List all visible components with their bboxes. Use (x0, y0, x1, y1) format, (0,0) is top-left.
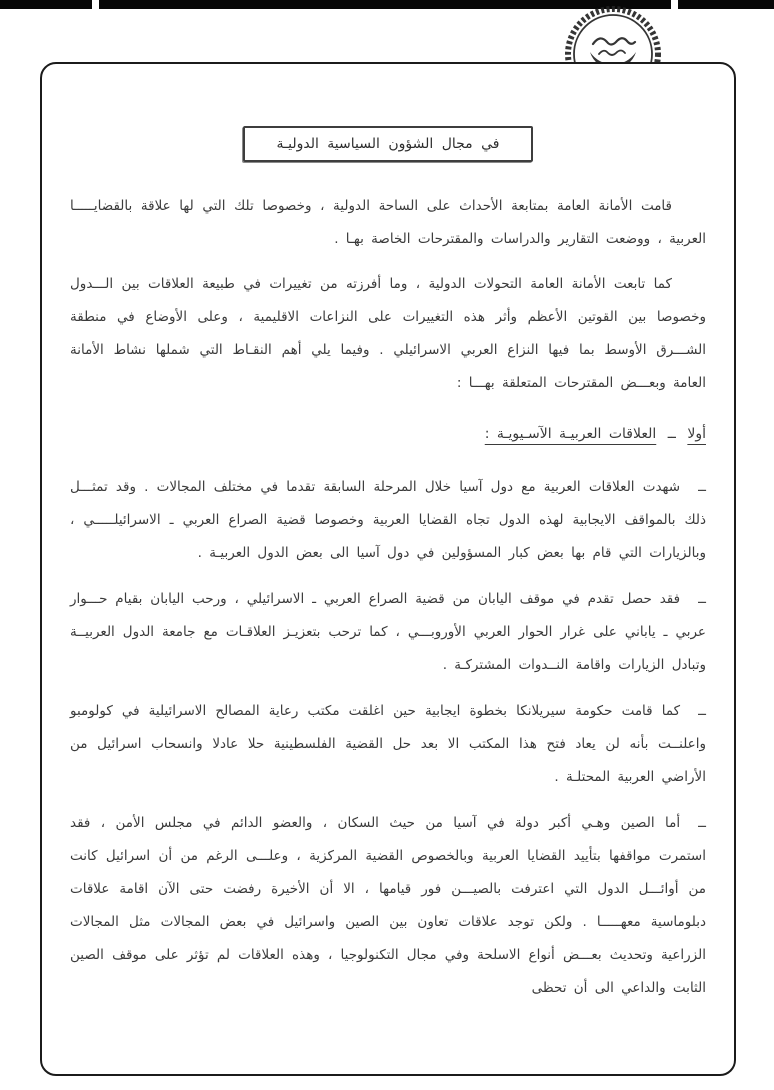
document-body (70, 126, 706, 1005)
page-border-frame (40, 62, 736, 1076)
document-title-box: في مجال الشؤون السياسية الدوليـة (243, 126, 533, 162)
bullet-text: شهدت العلاقات العربية مع دول آسيا خلال المرحلة السابقة تقدما في مختلف المجالات . وقد تمثـــل ذلك بالمواقف الايجابية لهذه الدول تجاه القضايا العربية وخصوصا قضية الصراع العربي ـ الاسرائيلـــــي ، وبالزيارات التي قام بها بعض كبار المسؤولين في دول آسيا الى بعض الدول العربيـة . (70, 479, 706, 561)
bullet-paragraph-4 (70, 807, 706, 1005)
bullet-text: أما الصين وهـي أكبر دولة في آسيا من حيث السكان ، والعضو الدائم في مجلس الأمن ، فقد استمرت مواقفها بتأييد القضايا العربية وبالخصوص القضية المركزية ، وعلـــى الرغم من أن اسرائيل كانت من أوائـــل الدول التي اعترفت بالصيـــن فور قيامها ، الا أن الأخيرة رفضت حتى الآن اقامة علاقات دبلوماسية معهـــــا . ولكن توجد علاقات تعاون بين الصين واسرائيل في بعض المجالات مثل المجالات الزراعية وتحديث بعـــض أنواع الاسلحة وفي مجال التكنولوجيا ، وهذه العلاقات لم تؤثر على موقف الصين الثابت والداعي الى أن تحظى (70, 815, 706, 996)
section-heading (70, 418, 706, 451)
bullet-dash-marker: ــ (698, 815, 706, 831)
bullet-paragraph-1 (70, 471, 706, 570)
bullet-paragraph-3 (70, 695, 706, 794)
bullet-dash-marker: ــ (698, 591, 706, 607)
bullet-text: كما قامت حكومة سيريلانكا بخطوة ايجابية حين اغلقت مكتب رعاية المصالح الاسرائيلية في كولومبو واعلنــت بأنه لن يعاد فتح هذا المكتب الا بعد حل القضية الفلسطينية حلا عادلا وانسحاب اسرائيل من الأراضي العربية المحتلـة . (70, 703, 706, 785)
intro-paragraph-2: كما تابعت الأمانة العامة التحولات الدولية ، وما أفرزته من تغييرات في طبيعة العلاقات بين الـــدول وخصوصا بين القوتين الأعظم وأثر هذه التغييرات على النزاعات الاقليمية ، وعلى الأوضاع في منطقة الشـــرق الأوسط بما فيها النزاع العربي الاسرائيلي . وفيما يلي أهم النقـاط التي شملها نشاط الأمانة العامة وبعـــض المقترحات المتعلقة بهـــا : (70, 276, 706, 391)
bullet-dash-marker: ــ (698, 479, 706, 495)
section-heading-marker: أولا (687, 426, 706, 442)
bullet-dash-marker: ــ (698, 703, 706, 719)
bullet-paragraph-2 (70, 583, 706, 682)
intro-paragraph-1: قامت الأمانة العامة بمتابعة الأحداث على الساحة الدولية ، وخصوصا تلك التي لها علاقة بالقضايـــــا العربية ، ووضعت التقارير والدراسات والمقترحات الخاصة بهـا . (70, 198, 706, 247)
bullet-text: فقد حصل تقدم في موقف اليابان من قضية الصراع العربي ـ الاسرائيلي ، ورحب اليابان بقيام حـــوار عربي ـ ياباني على غرار الحوار العربي الأوروبـــي ، كما ترحب بتعزيـز العلاقـات مع جامعة الدول العربيــة وتبادل الزيارات واقامة النــدوات المشتركـة . (70, 591, 706, 673)
section-heading-title: العلاقات العربيـة الآسـيويـة : (484, 426, 657, 442)
section-heading-separator: ــ (667, 426, 676, 442)
